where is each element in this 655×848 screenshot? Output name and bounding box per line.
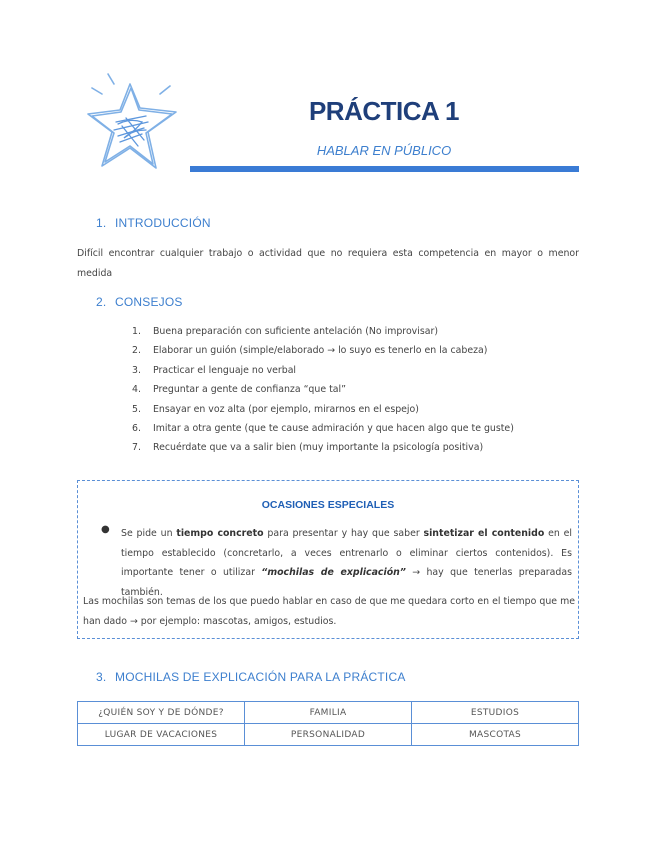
list-item: 5. Ensayar en voz alta (por ejemplo, mirarnos en el espejo) bbox=[132, 403, 419, 415]
bullet-dot: ● bbox=[101, 524, 110, 535]
box-bullet-text: Se pide un tiempo concreto para presentar y hay que saber sintetizar el contenido en el tiempo establecido (concretarlo, a veces entrenarlo o eliminar ciertos contenidos). Es importante tener o utilizar “mochilas de explicación” → hay que tenerlas preparadas también. bbox=[121, 528, 572, 598]
table-cell: ¿QUIÉN SOY Y DE DÓNDE? bbox=[78, 702, 245, 724]
list-item: 3. Practicar el lenguaje no verbal bbox=[132, 364, 297, 376]
box-title: OCASIONES ESPECIALES bbox=[261, 499, 395, 511]
list-item: 1. Buena preparación con suficiente antelación (No improvisar) bbox=[132, 326, 438, 337]
list-item: 2. Elaborar un guión (simple/elaborado → lo suyo es tenerlo en la cabeza) bbox=[132, 345, 488, 357]
section-title: CONSEJOS bbox=[115, 295, 183, 309]
page-title: PRÁCTICA 1 bbox=[308, 96, 460, 126]
page-subtitle: HABLAR EN PÚBLICO bbox=[316, 143, 452, 158]
section-heading-consejos bbox=[96, 295, 183, 309]
section-heading-mochilas bbox=[96, 670, 406, 684]
ocasiones-especiales-box bbox=[77, 480, 579, 639]
list-item: 4. Preguntar a gente de confianza “que tal” bbox=[132, 384, 346, 396]
section-number: 1. bbox=[96, 216, 107, 230]
table-cell: ESTUDIOS bbox=[412, 702, 579, 724]
section-title: INTRODUCCIÓN bbox=[115, 216, 211, 230]
section-number: 3. bbox=[96, 670, 107, 684]
table-cell: PERSONALIDAD bbox=[245, 724, 412, 746]
table-cell: LUGAR DE VACACIONES bbox=[78, 724, 245, 746]
section-number: 2. bbox=[96, 295, 107, 309]
table-cell: MASCOTAS bbox=[412, 724, 579, 746]
consejos-list bbox=[132, 322, 572, 458]
table-row bbox=[78, 702, 579, 724]
table-cell: FAMILIA bbox=[245, 702, 412, 724]
mochilas-table bbox=[77, 701, 579, 746]
section-title: MOCHILAS DE EXPLICACIÓN PARA LA PRÁCTICA bbox=[115, 670, 406, 684]
list-item: 6. Imitar a otra gente (que te cause admiración y que hacen algo que te guste) bbox=[132, 423, 514, 435]
title-underline bbox=[190, 166, 579, 172]
intro-paragraph: Difícil encontrar cualquier trabajo o actividad que no requiera esta competencia en mayor o menor medida bbox=[77, 248, 579, 279]
table-row bbox=[78, 724, 579, 746]
section-heading-introduccion bbox=[96, 216, 211, 230]
list-item: 7. Recuérdate que va a salir bien (muy importante la psicología positiva) bbox=[132, 442, 484, 454]
box-paragraph: Las mochilas son temas de los que puedo hablar en caso de que me quedara corto en el tiempo que me han dado → por ejemplo: mascotas, amigos, estudios. bbox=[83, 596, 575, 627]
star-doodle-icon bbox=[86, 72, 186, 178]
